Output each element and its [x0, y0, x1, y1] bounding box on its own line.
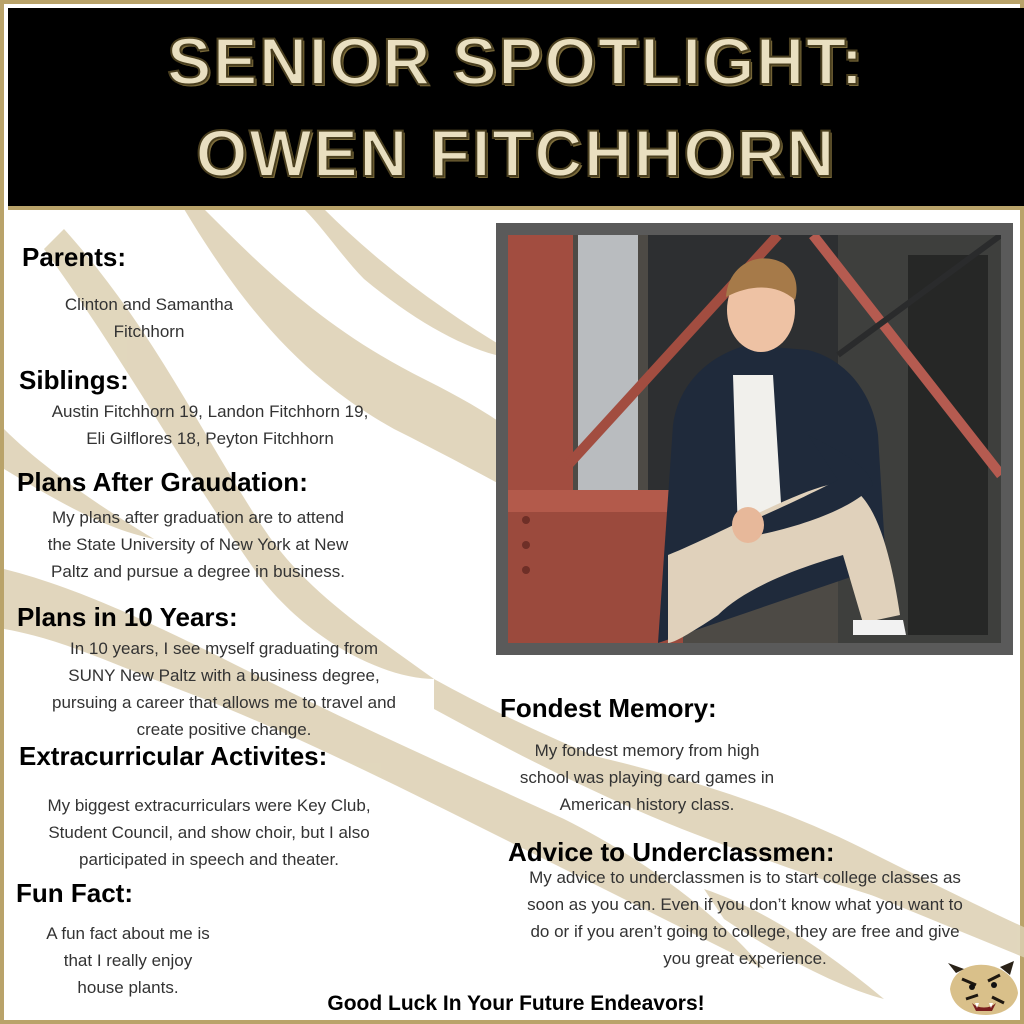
tiger-mascot-icon — [942, 959, 1022, 1019]
parents-line: Fitchhorn — [113, 322, 185, 341]
advice-line: My advice to underclassmen is to start college classes as — [529, 868, 961, 887]
fondest-memory-line: My fondest memory from high — [534, 741, 760, 760]
plans-10-line: In 10 years, I see myself graduating from — [69, 639, 379, 658]
plans-after-title: Plans After Graudation: — [17, 467, 308, 497]
fun-fact-line: A fun fact about me is — [46, 924, 210, 943]
siblings-title: Siblings: — [19, 365, 129, 395]
advice-body — [494, 864, 996, 972]
plans-after-body — [18, 504, 378, 585]
fun-fact-body — [18, 920, 238, 1001]
siblings-line: Eli Gilflores 18, Peyton Fitchhorn — [86, 429, 334, 448]
senior-photo — [508, 235, 1001, 643]
fondest-memory-body — [496, 737, 798, 818]
fondest-memory-line: school was playing card games in — [519, 768, 775, 787]
parents-title: Parents: — [22, 242, 127, 272]
extracurricular-line: participated in speech and theater. — [79, 850, 339, 869]
senior-photo-frame — [496, 223, 1013, 655]
plans-10-line: create positive change. — [136, 720, 312, 739]
extracurricular-line: My biggest extracurriculars were Key Club, — [47, 796, 371, 815]
fondest-memory-title: Fondest Memory: — [500, 693, 717, 723]
extracurricular-body — [16, 792, 402, 873]
plans-after-line: the State University of New York at New — [47, 535, 349, 554]
advice-title: Advice to Underclassmen: — [508, 837, 835, 867]
parents-body — [18, 291, 280, 345]
advice-line: do or if you aren’t going to college, they are free and give — [530, 922, 960, 941]
senior-photo-illustration — [508, 235, 1001, 643]
siblings-line: Austin Fitchhorn 19, Landon Fitchhorn 19, — [51, 402, 369, 421]
plans-10-title: Plans in 10 Years: — [17, 602, 238, 632]
plans-after-line: Paltz and pursue a degree in business. — [51, 562, 345, 581]
header-title-line2: OWEN FITCHHORN — [195, 116, 837, 190]
fun-fact-title: Fun Fact: — [16, 878, 133, 908]
fun-fact-line: house plants. — [77, 978, 179, 997]
plans-10-line: pursuing a career that allows me to travel and — [52, 693, 396, 712]
fondest-memory-line: American history class. — [559, 795, 735, 814]
parents-line: Clinton and Samantha — [64, 295, 234, 314]
header-title-line1: SENIOR SPOTLIGHT: — [167, 23, 865, 98]
plans-10-line: SUNY New Paltz with a business degree, — [68, 666, 380, 685]
fun-fact-line: that I really enjoy — [63, 951, 193, 970]
extracurricular-title: Extracurricular Activites: — [19, 741, 328, 771]
footer-message: Good Luck In Your Future Endeavors! — [327, 992, 705, 1015]
header-banner — [8, 8, 1024, 210]
advice-line: soon as you can. Even if you don’t know what you want to — [527, 895, 963, 914]
plans-10-body — [18, 635, 430, 743]
extracurricular-line: Student Council, and show choir, but I also — [48, 823, 370, 842]
siblings-body — [14, 398, 406, 452]
advice-line: you great experience. — [663, 949, 827, 968]
plans-after-line: My plans after graduation are to attend — [51, 508, 344, 527]
